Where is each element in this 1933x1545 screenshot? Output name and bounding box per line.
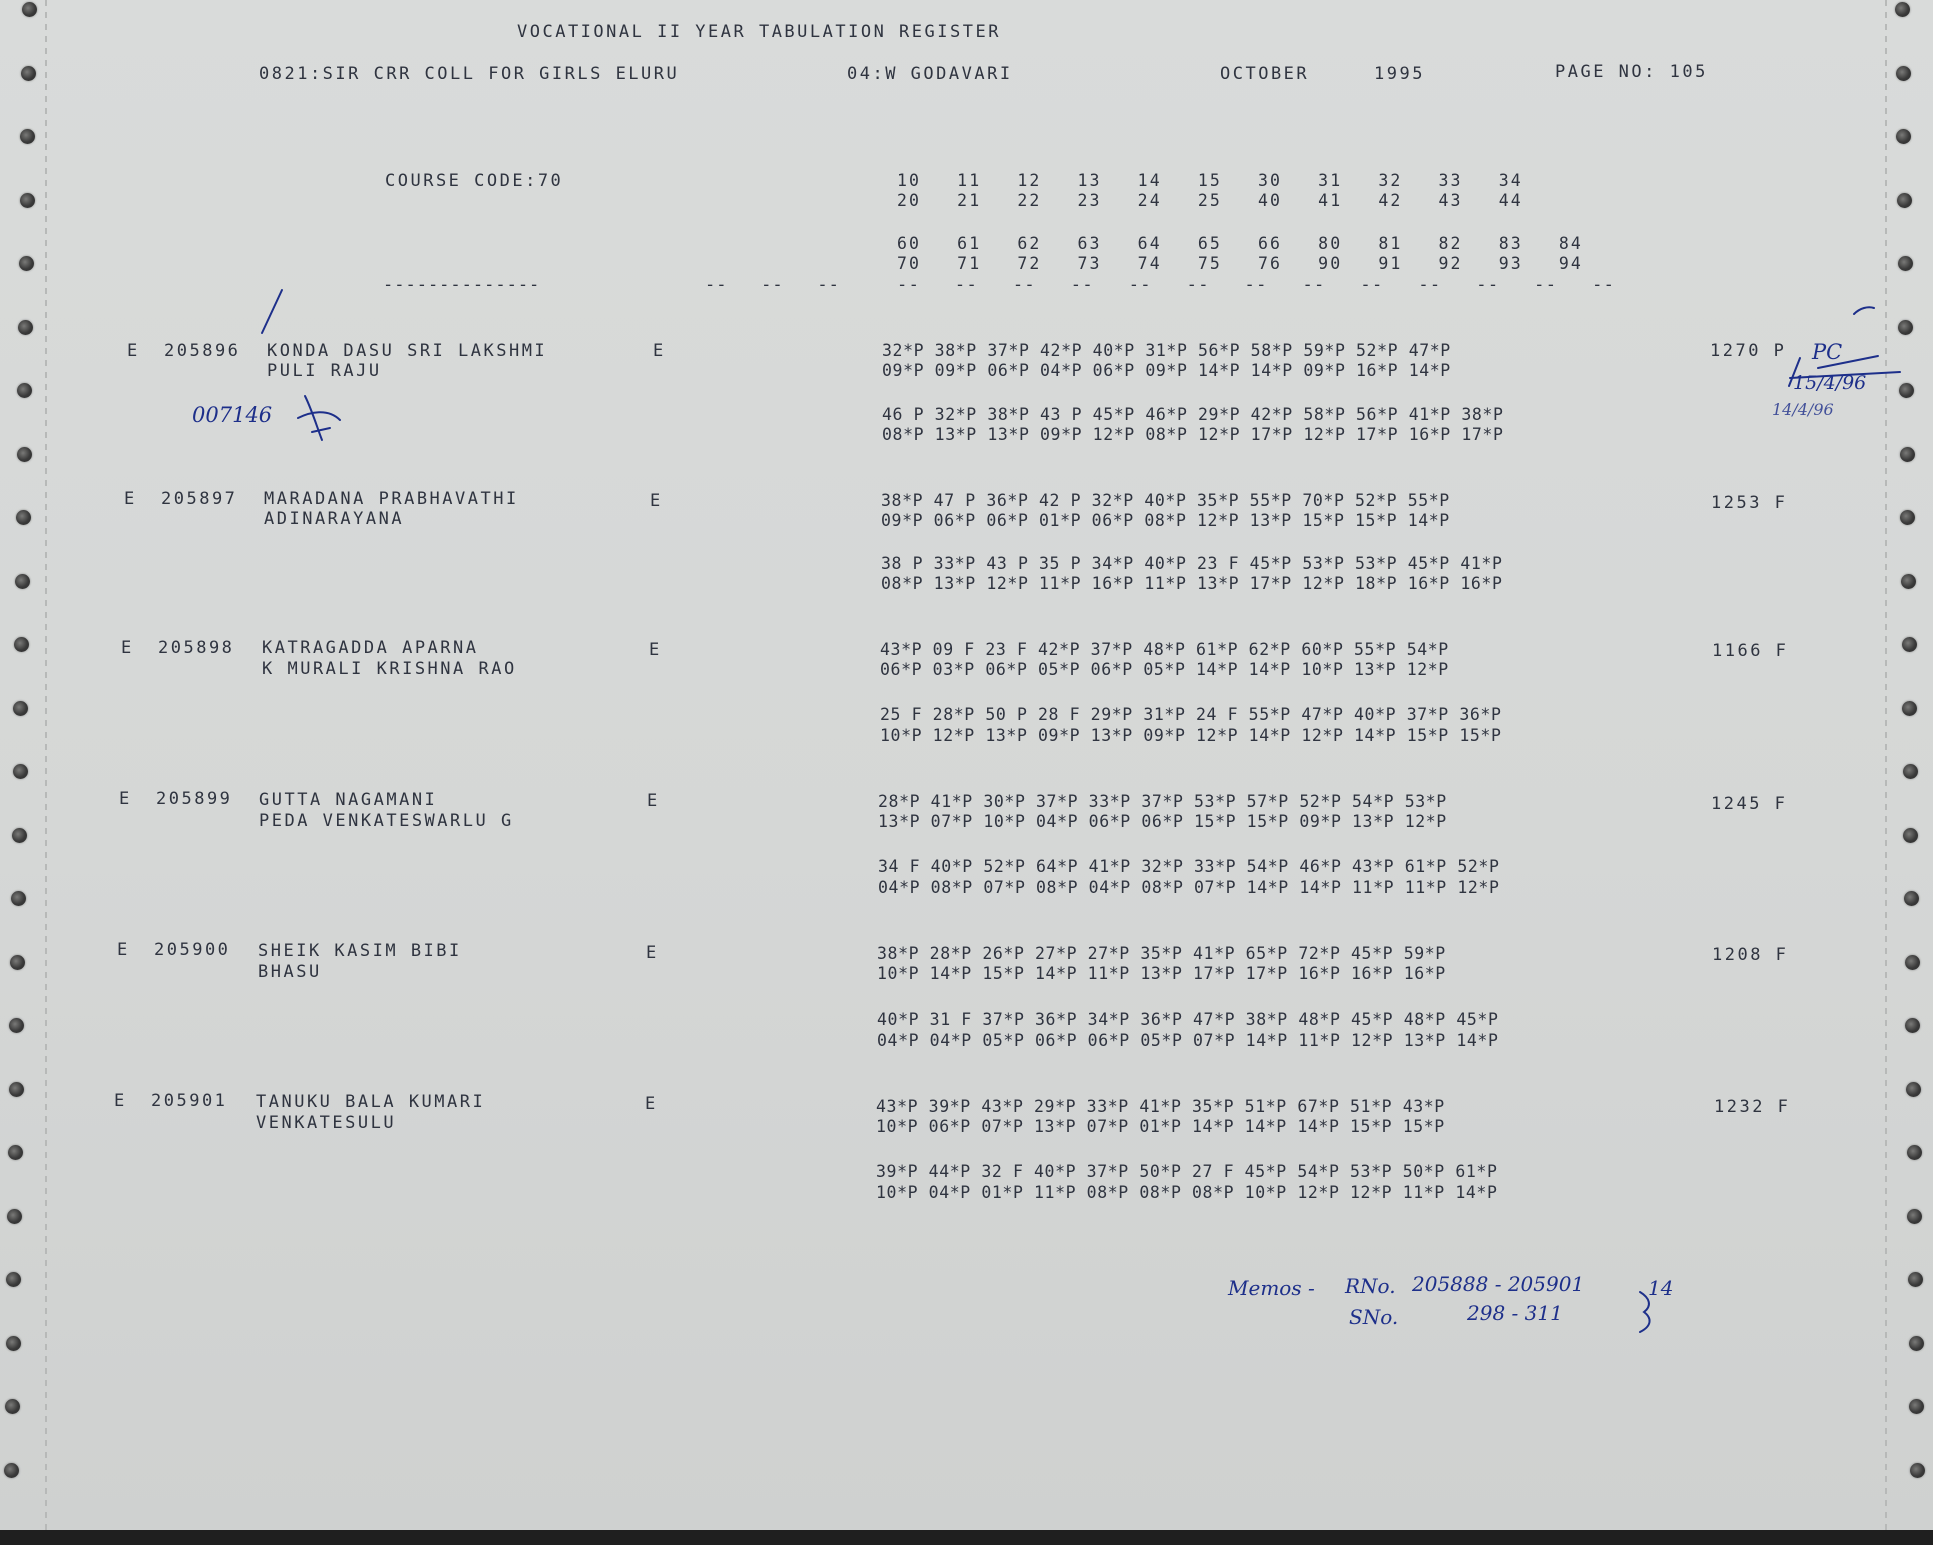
- marks-line-3: 38 P 33*P 43 P 35 P 34*P 40*P 23 F 45*P 53*P 53*P 45*P 41*P: [881, 554, 1503, 573]
- handwritten-memos-label: Memos -: [1228, 1276, 1315, 1300]
- student-name: KATRAGADDA APARNA: [262, 638, 479, 658]
- stream: E: [127, 341, 140, 361]
- marks-line-1: 28*P 41*P 30*P 37*P 33*P 37*P 53*P 57*P 52*P 54*P 53*P: [878, 792, 1447, 811]
- stream: E: [121, 638, 134, 658]
- marks-line-4: 10*P 12*P 13*P 09*P 13*P 09*P 12*P 14*P 12*P 14*P 15*P 15*P: [880, 726, 1502, 745]
- header-dash-line: --------------: [383, 275, 541, 295]
- marks-line-4: 08*P 13*P 13*P 09*P 12*P 08*P 12*P 17*P 12*P 17*P 16*P 17*P: [882, 425, 1504, 444]
- roll-number: 205900: [154, 940, 231, 960]
- pc-underline-strokes: [1790, 307, 1900, 378]
- marks-line-1: 43*P 39*P 43*P 29*P 33*P 41*P 35*P 51*P 67*P 51*P 43*P: [876, 1097, 1445, 1116]
- stream: E: [114, 1091, 127, 1111]
- register-title: VOCATIONAL II YEAR TABULATION REGISTER: [517, 22, 1001, 42]
- roll-number: 205896: [164, 341, 241, 361]
- subject-codes-row3: 60 61 62 63 64 65 66 80 81 82 83 84: [897, 234, 1583, 253]
- header-dash-short: -- -- --: [705, 275, 840, 295]
- student-name: KONDA DASU SRI LAKSHMI: [267, 341, 548, 361]
- medium: E: [647, 791, 660, 811]
- subject-codes-row1: 10 11 12 13 14 15 30 31 32 33 34: [897, 171, 1523, 190]
- student-name: MARADANA PRABHAVATHI: [264, 489, 519, 509]
- handwritten-pc-date-2: 14/4/96: [1772, 400, 1834, 419]
- marks-line-4: 10*P 04*P 01*P 11*P 08*P 08*P 08*P 10*P 12*P 12*P 11*P 14*P: [876, 1183, 1498, 1202]
- medium: E: [646, 943, 659, 963]
- stream: E: [124, 489, 137, 509]
- grand-total: 1270 P: [1710, 341, 1787, 361]
- student-name: TANUKU BALA KUMARI: [256, 1092, 486, 1112]
- grand-total: 1232 F: [1714, 1097, 1791, 1117]
- handwritten-rno-label: RNo.: [1345, 1274, 1396, 1298]
- subject-codes-row2: 20 21 22 23 24 25 40 41 42 43 44: [897, 191, 1523, 210]
- marks-line-4: 08*P 13*P 12*P 11*P 16*P 11*P 13*P 17*P 12*P 18*P 16*P 16*P: [881, 574, 1503, 593]
- grand-total: 1166 F: [1712, 641, 1789, 661]
- table-surface-edge: [0, 1530, 1933, 1545]
- marks-line-2: 09*P 09*P 06*P 04*P 06*P 09*P 14*P 14*P 09*P 16*P 14*P: [882, 361, 1451, 380]
- grand-total: 1253 F: [1711, 493, 1788, 513]
- header-dash-row: -- -- -- -- -- -- -- -- -- -- -- -- --: [897, 275, 1616, 295]
- roll-number: 205901: [151, 1091, 228, 1111]
- student-name: GUTTA NAGAMANI: [259, 790, 438, 810]
- marks-line-2: 10*P 06*P 07*P 13*P 07*P 01*P 14*P 14*P 14*P 15*P 15*P: [876, 1117, 1445, 1136]
- marks-line-2: 06*P 03*P 06*P 05*P 06*P 05*P 14*P 14*P 10*P 13*P 12*P: [880, 660, 1449, 679]
- page-number: PAGE NO: 105: [1555, 62, 1708, 82]
- college-name: 0821:SIR CRR COLL FOR GIRLS ELURU: [259, 64, 680, 84]
- exam-year: 1995: [1374, 64, 1425, 84]
- marks-line-3: 25 F 28*P 50 P 28 F 29*P 31*P 24 F 55*P 47*P 40*P 37*P 36*P: [880, 705, 1502, 724]
- handwritten-count: 14: [1648, 1276, 1674, 1300]
- roll-number: 205899: [156, 789, 233, 809]
- grand-total: 1245 F: [1711, 794, 1788, 814]
- marks-line-3: 46 P 32*P 38*P 43 P 45*P 46*P 29*P 42*P 58*P 56*P 41*P 38*P: [882, 405, 1504, 424]
- medium: E: [653, 341, 666, 361]
- roll-number: 205897: [161, 489, 238, 509]
- medium: E: [645, 1094, 658, 1114]
- handwritten-pc: PC: [1812, 340, 1843, 364]
- initials-scribble: [298, 396, 340, 440]
- father-name: PULI RAJU: [267, 361, 382, 381]
- student-name: SHEIK KASIM BIBI: [258, 941, 462, 961]
- medium: E: [649, 640, 662, 660]
- marks-line-3: 39*P 44*P 32 F 40*P 37*P 50*P 27 F 45*P 54*P 53*P 50*P 61*P: [876, 1162, 1498, 1181]
- district-name: 04:W GODAVARI: [847, 64, 1013, 84]
- stream: E: [117, 940, 130, 960]
- subject-codes-row4: 70 71 72 73 74 75 76 90 91 92 93 94: [897, 254, 1583, 273]
- roll-number: 205898: [158, 638, 235, 658]
- marks-line-3: 34 F 40*P 52*P 64*P 41*P 32*P 33*P 54*P 46*P 43*P 61*P 52*P: [878, 857, 1500, 876]
- marks-line-4: 04*P 08*P 07*P 08*P 04*P 08*P 07*P 14*P 14*P 11*P 11*P 12*P: [878, 878, 1500, 897]
- marks-line-4: 04*P 04*P 05*P 06*P 06*P 05*P 07*P 14*P 11*P 12*P 13*P 14*P: [877, 1031, 1499, 1050]
- stream: E: [119, 789, 132, 809]
- father-name: PEDA VENKATESWARLU G: [259, 811, 514, 831]
- marks-line-1: 38*P 28*P 26*P 27*P 27*P 35*P 41*P 65*P 72*P 45*P 59*P: [877, 944, 1446, 963]
- marks-line-3: 40*P 31 F 37*P 36*P 34*P 36*P 47*P 38*P 48*P 45*P 48*P 45*P: [877, 1010, 1499, 1029]
- handwritten-sno-range: 298 - 311: [1467, 1301, 1563, 1325]
- marks-line-2: 10*P 14*P 15*P 14*P 11*P 13*P 17*P 17*P 16*P 16*P 16*P: [877, 964, 1446, 983]
- marks-line-1: 32*P 38*P 37*P 42*P 40*P 31*P 56*P 58*P 59*P 52*P 47*P: [882, 341, 1451, 360]
- marks-line-2: 09*P 06*P 06*P 01*P 06*P 08*P 12*P 13*P 15*P 15*P 14*P: [881, 511, 1450, 530]
- course-code: COURSE CODE:70: [385, 171, 564, 191]
- marks-line-2: 13*P 07*P 10*P 04*P 06*P 06*P 15*P 15*P 09*P 13*P 12*P: [878, 812, 1447, 831]
- tick-mark-stroke: [262, 290, 282, 333]
- exam-month: OCTOBER: [1220, 64, 1310, 84]
- grand-total: 1208 F: [1712, 945, 1789, 965]
- father-name: ADINARAYANA: [264, 509, 405, 529]
- handwritten-serial: 007146: [192, 403, 273, 427]
- marks-line-1: 43*P 09 F 23 F 42*P 37*P 48*P 61*P 62*P 60*P 55*P 54*P: [880, 640, 1449, 659]
- medium: E: [650, 491, 663, 511]
- father-name: VENKATESULU: [256, 1113, 397, 1133]
- handwritten-pc-date: 15/4/96: [1793, 372, 1867, 394]
- handwritten-rno-range: 205888 - 205901: [1412, 1272, 1585, 1296]
- handwritten-sno-label: SNo.: [1349, 1305, 1399, 1329]
- father-name: K MURALI KRISHNA RAO: [262, 659, 517, 679]
- father-name: BHASU: [258, 962, 322, 982]
- marks-line-1: 38*P 47 P 36*P 42 P 32*P 40*P 35*P 55*P 70*P 52*P 55*P: [881, 491, 1450, 510]
